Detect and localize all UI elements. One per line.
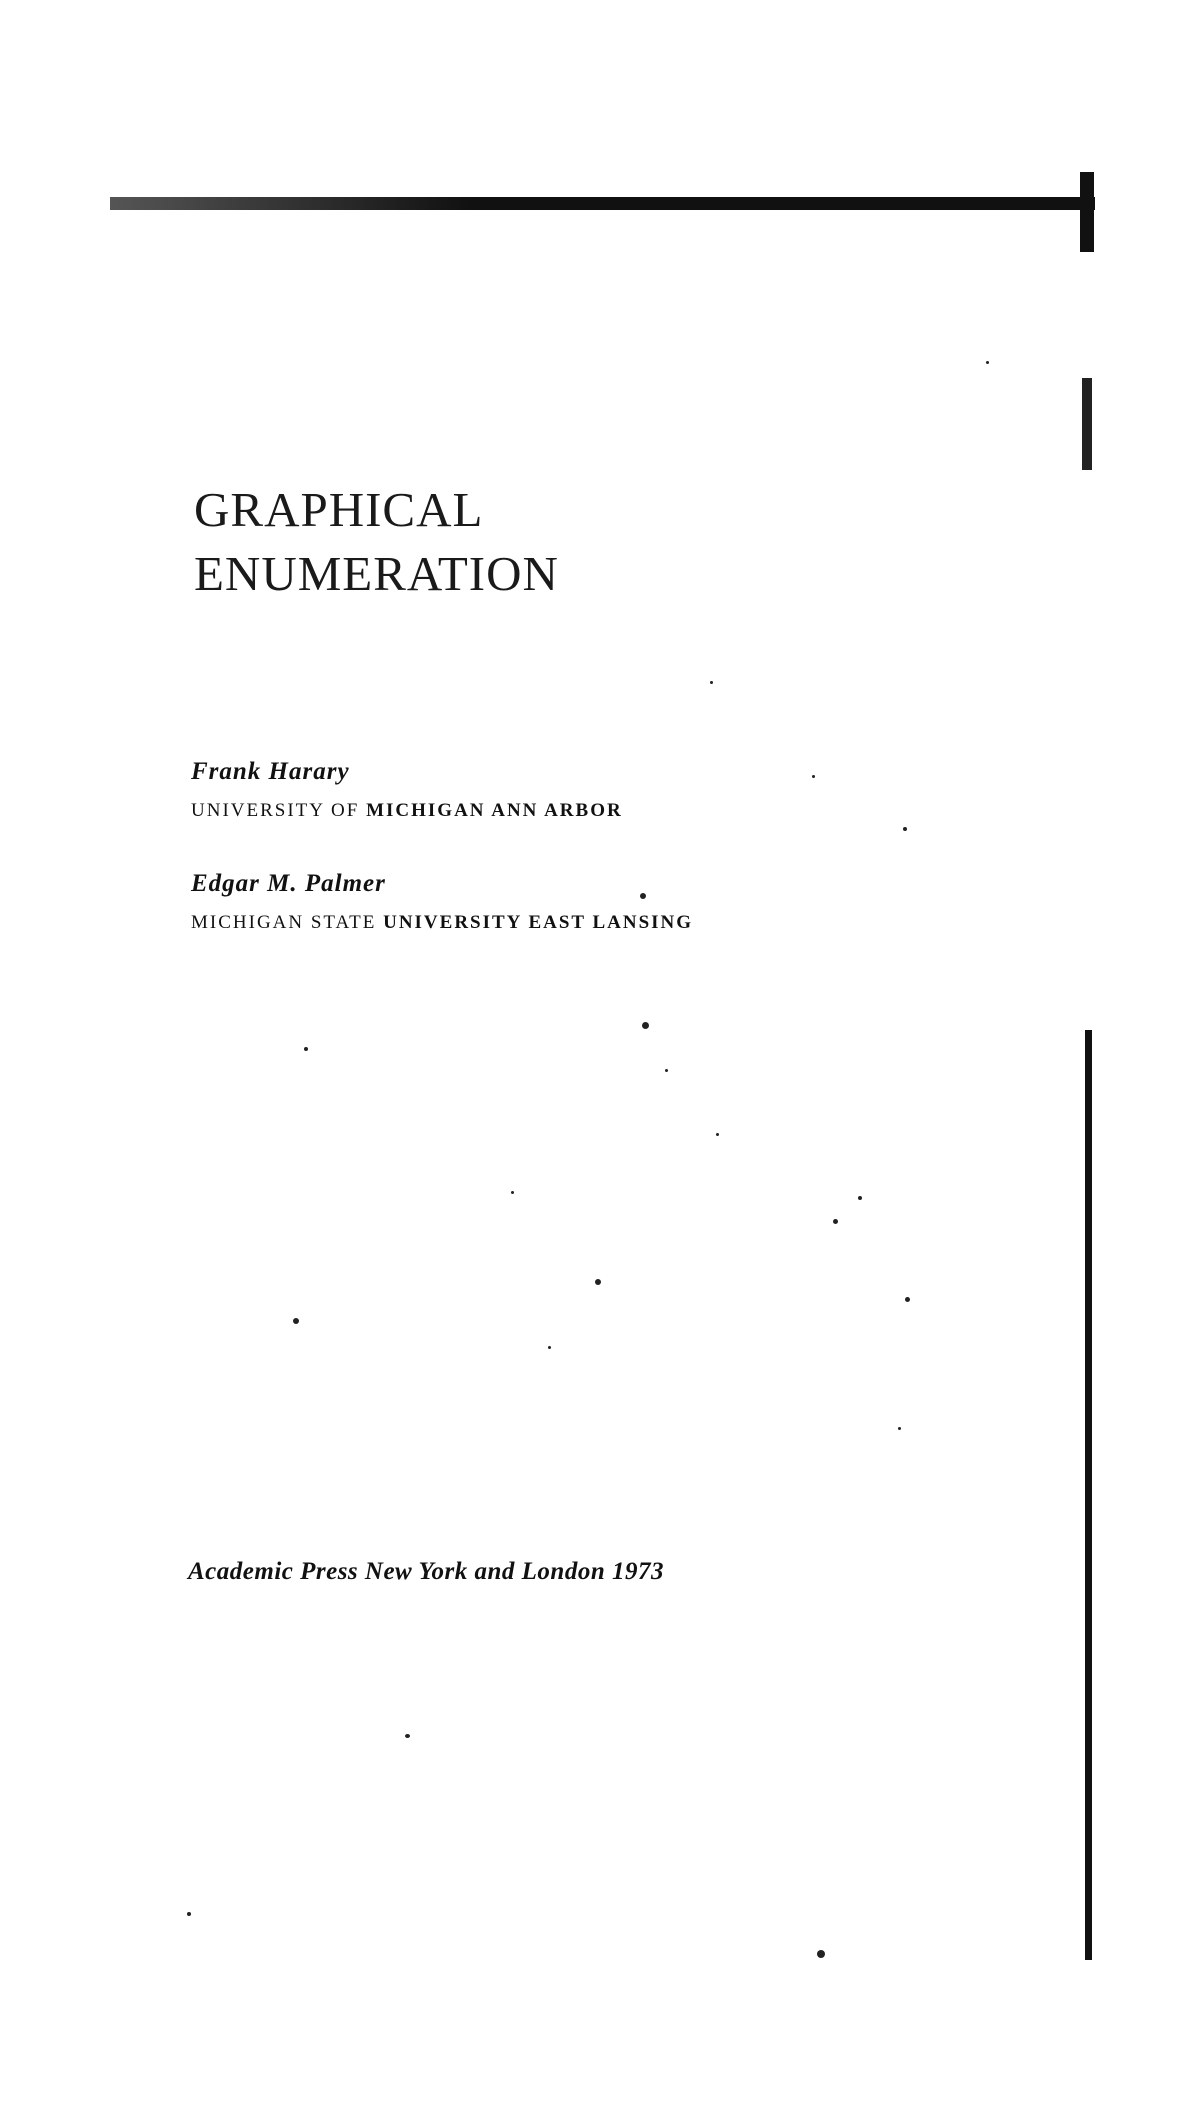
speck — [833, 1219, 838, 1224]
speck — [817, 1950, 825, 1958]
author-affiliation-1-plain: UNIVERSITY OF — [191, 800, 367, 821]
author-affiliation-1-bold: MICHIGAN ANN ARBOR — [366, 800, 623, 821]
speck — [187, 1912, 191, 1916]
speck — [812, 775, 815, 778]
speck — [640, 893, 646, 899]
speck — [710, 681, 713, 684]
speck — [898, 1427, 901, 1430]
speck — [642, 1022, 649, 1029]
speck — [405, 1734, 410, 1738]
author-name-2: Edgar M. Palmer — [191, 870, 386, 897]
author-name-1: Frank Harary — [191, 758, 350, 785]
speck — [595, 1279, 601, 1285]
speck — [903, 827, 907, 831]
author-affiliation-2-bold: UNIVERSITY EAST LANSING — [383, 912, 694, 933]
speck — [665, 1069, 668, 1072]
speck — [293, 1318, 299, 1324]
speck — [511, 1191, 514, 1194]
speck — [548, 1346, 551, 1349]
book-title-line-1: GRAPHICAL — [194, 482, 484, 537]
speck — [304, 1047, 308, 1051]
book-title-line-2: ENUMERATION — [194, 546, 559, 601]
speck — [905, 1297, 910, 1302]
speck — [986, 361, 989, 364]
publisher-imprint: Academic Press New York and London 1973 — [188, 1558, 664, 1585]
speck — [858, 1196, 862, 1200]
speck — [716, 1133, 719, 1136]
author-affiliation-2-plain: MICHIGAN STATE — [191, 912, 384, 933]
